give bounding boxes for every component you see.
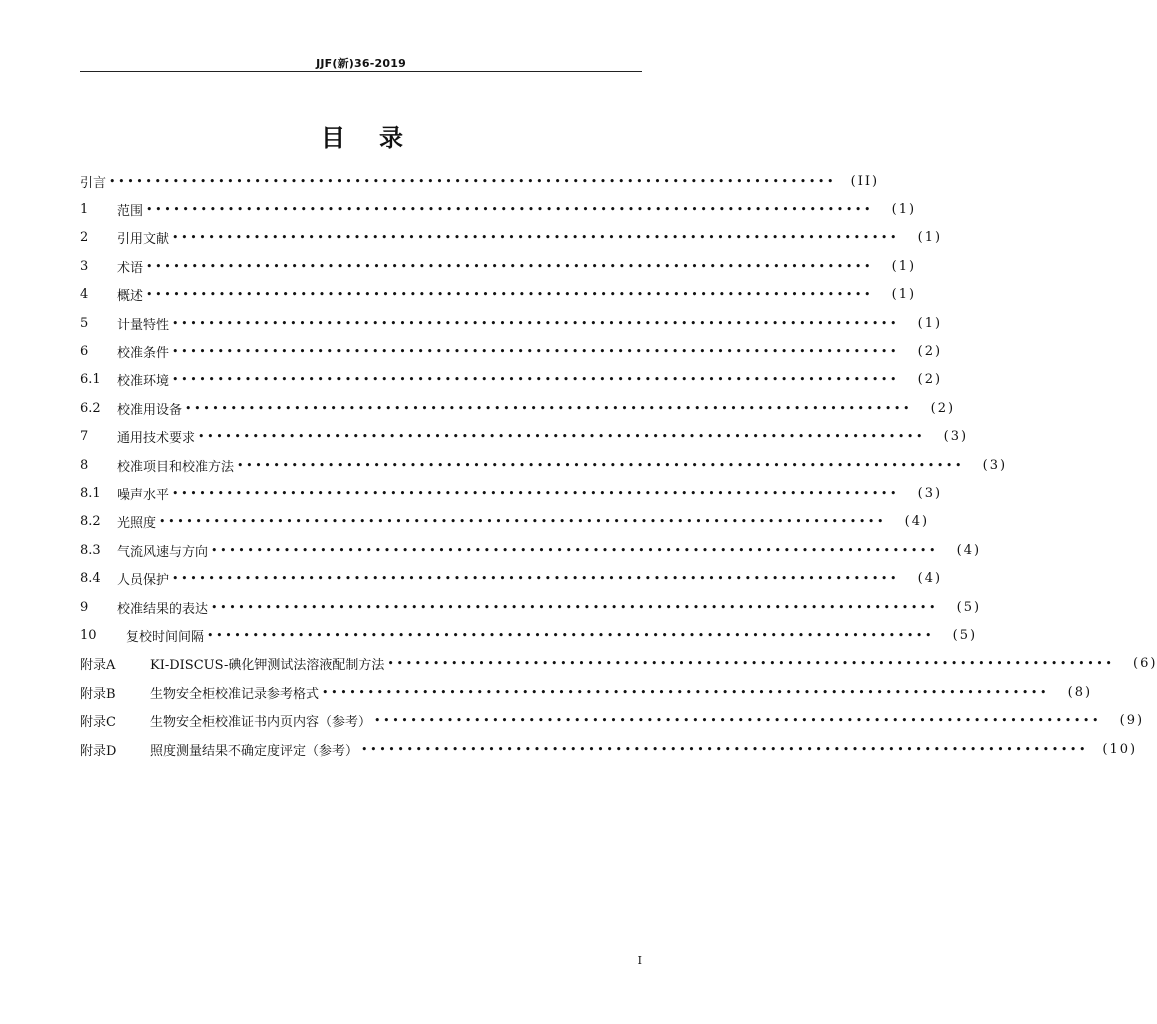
toc-entry-label: 人员保护 (117, 573, 170, 589)
toc-leader-dots: •••••••••••••••••••••••••••••••••••••••••••••••••••••••••••••••••••••••••••••••• (211, 543, 939, 557)
toc-entry-number: 6.2 (80, 400, 101, 416)
toc-entry-foreword[interactable] (80, 167, 880, 195)
toc-entry-number: 附录A (80, 658, 116, 674)
toc-entry-label: 校准环境 (117, 374, 170, 390)
toc-entry-noise-level[interactable] (80, 479, 943, 507)
toc-entry-label: 范围 (117, 204, 144, 220)
toc-entry-airflow[interactable] (80, 536, 982, 564)
toc-leader-dots: •••••••••••••••••••••••••••••••••••••••••••••••••••••••••••••••••••••••••••••••• (172, 572, 900, 586)
toc-entry-calibration-conditions[interactable] (80, 337, 943, 365)
toc-leader-dots: •••••••••••••••••••••••••••••••••••••••••••••••••••••••••••••••••••••••••••••••• (172, 231, 900, 245)
toc-entry-label: 计量特性 (117, 317, 170, 333)
toc-entry-personnel-protection[interactable] (80, 564, 943, 592)
toc-entry-number: 9 (80, 599, 89, 615)
toc-entry-page: (1) (917, 315, 943, 331)
header-divider (80, 71, 642, 72)
toc-entry-page: (1) (891, 287, 917, 303)
toc-entry-calibration-equipment[interactable] (80, 394, 956, 422)
toc-entry-label: 校准项目和校准方法 (117, 459, 235, 475)
toc-entry-number: 附录C (80, 715, 116, 731)
toc-entry-label: 校准条件 (117, 346, 170, 362)
toc-entry-general-requirements[interactable] (80, 423, 969, 451)
toc-entry-page: (8) (1067, 684, 1093, 700)
toc-entry-number: 6.1 (80, 372, 101, 388)
toc-entry-calibration-items-methods[interactable] (80, 451, 1008, 479)
toc-entry-label: 生物安全柜校准记录参考格式 (150, 686, 320, 702)
toc-entry-appendix-b[interactable] (80, 678, 1093, 706)
toc-entry-page: (1) (891, 258, 917, 274)
toc-entry-number: 8.3 (80, 542, 101, 558)
toc-entry-label: 生物安全柜校准证书内页内容（参考） (150, 715, 372, 731)
toc-entry-number: 3 (80, 258, 89, 274)
toc-entry-illuminance[interactable] (80, 508, 930, 536)
toc-leader-dots: •••••••••••••••••••••••••••••••••••••••••••••••••••••••••••••••••••••••••••••••• (387, 657, 1115, 671)
toc-leader-dots: •••••••••••••••••••••••••••••••••••••••••••••••••••••••••••••••••••••••••••••••• (322, 685, 1050, 699)
toc-entry-number: 5 (80, 315, 89, 331)
toc-entry-label: 复校时间间隔 (126, 629, 205, 645)
toc-entry-calibration-environment[interactable] (80, 366, 943, 394)
toc-entry-page: (2) (917, 344, 943, 360)
toc-entry-recalibration-interval[interactable] (80, 621, 978, 649)
toc-entry-result-expression[interactable] (80, 593, 982, 621)
toc-entry-appendix-a[interactable] (80, 650, 1157, 678)
toc-entry-number: 8.4 (80, 571, 101, 587)
toc-leader-dots: •••••••••••••••••••••••••••••••••••••••••••••••••••••••••••••••••••••••••••••••• (146, 259, 874, 273)
toc-entry-number: 4 (80, 287, 89, 303)
toc-entry-label: 校准结果的表达 (117, 601, 209, 617)
toc-entry-label: 通用技术要求 (117, 431, 196, 447)
toc-entry-number: 6 (80, 344, 89, 360)
toc-entry-label: 噪声水平 (117, 487, 170, 503)
document-code-header: JJF(新)36-2019 (316, 57, 406, 70)
toc-entry-references[interactable] (80, 224, 943, 252)
toc-entry-overview[interactable] (80, 281, 917, 309)
toc-leader-dots: •••••••••••••••••••••••••••••••••••••••••••••••••••••••••••••••••••••••••••••••• (374, 714, 1102, 728)
toc-entry-page: (II) (850, 173, 880, 189)
toc-entry-number: 附录B (80, 686, 116, 702)
toc-entry-page: (1) (917, 230, 943, 246)
toc-leader-dots: •••••••••••••••••••••••••••••••••••••••••••••••••••••••••••••••••••••••••••••••• (207, 628, 935, 642)
toc-entry-appendix-c[interactable] (80, 706, 1145, 734)
toc-leader-dots: •••••••••••••••••••••••••••••••••••••••••••••••••••••••••••••••••••••••••••••••• (159, 515, 887, 529)
toc-entry-number: 7 (80, 429, 89, 445)
toc-entry-number: 1 (80, 202, 89, 218)
toc-entry-page: (10) (1102, 741, 1138, 757)
toc-entry-label: KI-DISCUS-碘化钾测试法溶液配制方法 (150, 658, 385, 674)
toc-title: 目录 (321, 124, 437, 152)
toc-entry-label: 引言 (80, 175, 107, 191)
toc-leader-dots: •••••••••••••••••••••••••••••••••••••••••••••••••••••••••••••••••••••••••••••••• (172, 486, 900, 500)
toc-entry-label: 引用文献 (117, 232, 170, 248)
toc-entry-label: 概述 (117, 289, 144, 305)
toc-entry-metrological-characteristics[interactable] (80, 309, 943, 337)
toc-leader-dots: •••••••••••••••••••••••••••••••••••••••••••••••••••••••••••••••••••••••••••••••• (172, 373, 900, 387)
toc-leader-dots: •••••••••••••••••••••••••••••••••••••••••••••••••••••••••••••••••••••••••••••••• (146, 288, 874, 302)
table-of-contents (80, 167, 1157, 763)
toc-entry-label: 气流风速与方向 (117, 544, 209, 560)
toc-entry-page: (3) (982, 457, 1008, 473)
toc-leader-dots: •••••••••••••••••••••••••••••••••••••••••••••••••••••••••••••••••••••••••••••••• (109, 174, 837, 188)
toc-entry-number: 附录D (80, 743, 117, 759)
toc-entry-page: (4) (904, 514, 930, 530)
toc-entry-number: 10 (80, 627, 97, 643)
toc-entry-page: (1) (891, 202, 917, 218)
toc-entry-page: (4) (917, 571, 943, 587)
toc-entry-page: (3) (943, 429, 969, 445)
toc-entry-label: 光照度 (117, 516, 157, 532)
toc-entry-page: (6) (1133, 656, 1157, 672)
toc-leader-dots: •••••••••••••••••••••••••••••••••••••••••••••••••••••••••••••••••••••••••••••••• (237, 458, 965, 472)
toc-leader-dots: •••••••••••••••••••••••••••••••••••••••••••••••••••••••••••••••••••••••••••••••• (198, 430, 926, 444)
toc-entry-number: 8 (80, 457, 89, 473)
toc-entry-scope[interactable] (80, 195, 917, 223)
toc-entry-page: (5) (956, 599, 982, 615)
toc-leader-dots: •••••••••••••••••••••••••••••••••••••••••••••••••••••••••••••••••••••••••••••••• (211, 600, 939, 614)
toc-leader-dots: •••••••••••••••••••••••••••••••••••••••••••••••••••••••••••••••••••••••••••••••• (172, 316, 900, 330)
toc-entry-terms[interactable] (80, 252, 917, 280)
toc-entry-number: 2 (80, 230, 89, 246)
toc-entry-page: (5) (952, 627, 978, 643)
toc-entry-page: (2) (917, 372, 943, 388)
toc-entry-page: (2) (930, 400, 956, 416)
toc-entry-label: 校准用设备 (117, 402, 183, 418)
toc-entry-page: (9) (1119, 713, 1145, 729)
toc-leader-dots: •••••••••••••••••••••••••••••••••••••••••••••••••••••••••••••••••••••••••••••••• (361, 742, 1089, 756)
toc-entry-number: 8.1 (80, 485, 101, 501)
toc-entry-label: 照度测量结果不确定度评定（参考） (150, 743, 359, 759)
toc-leader-dots: •••••••••••••••••••••••••••••••••••••••••••••••••••••••••••••••••••••••••••••••• (146, 203, 874, 217)
toc-entry-page: (3) (917, 485, 943, 501)
page-number: I (637, 954, 642, 967)
toc-entry-page: (4) (956, 542, 982, 558)
toc-entry-label: 术语 (117, 260, 144, 276)
toc-leader-dots: •••••••••••••••••••••••••••••••••••••••••••••••••••••••••••••••••••••••••••••••• (185, 401, 913, 415)
toc-leader-dots: •••••••••••••••••••••••••••••••••••••••••••••••••••••••••••••••••••••••••••••••• (172, 345, 900, 359)
toc-entry-number: 8.2 (80, 514, 101, 530)
toc-entry-appendix-d[interactable] (80, 735, 1138, 763)
